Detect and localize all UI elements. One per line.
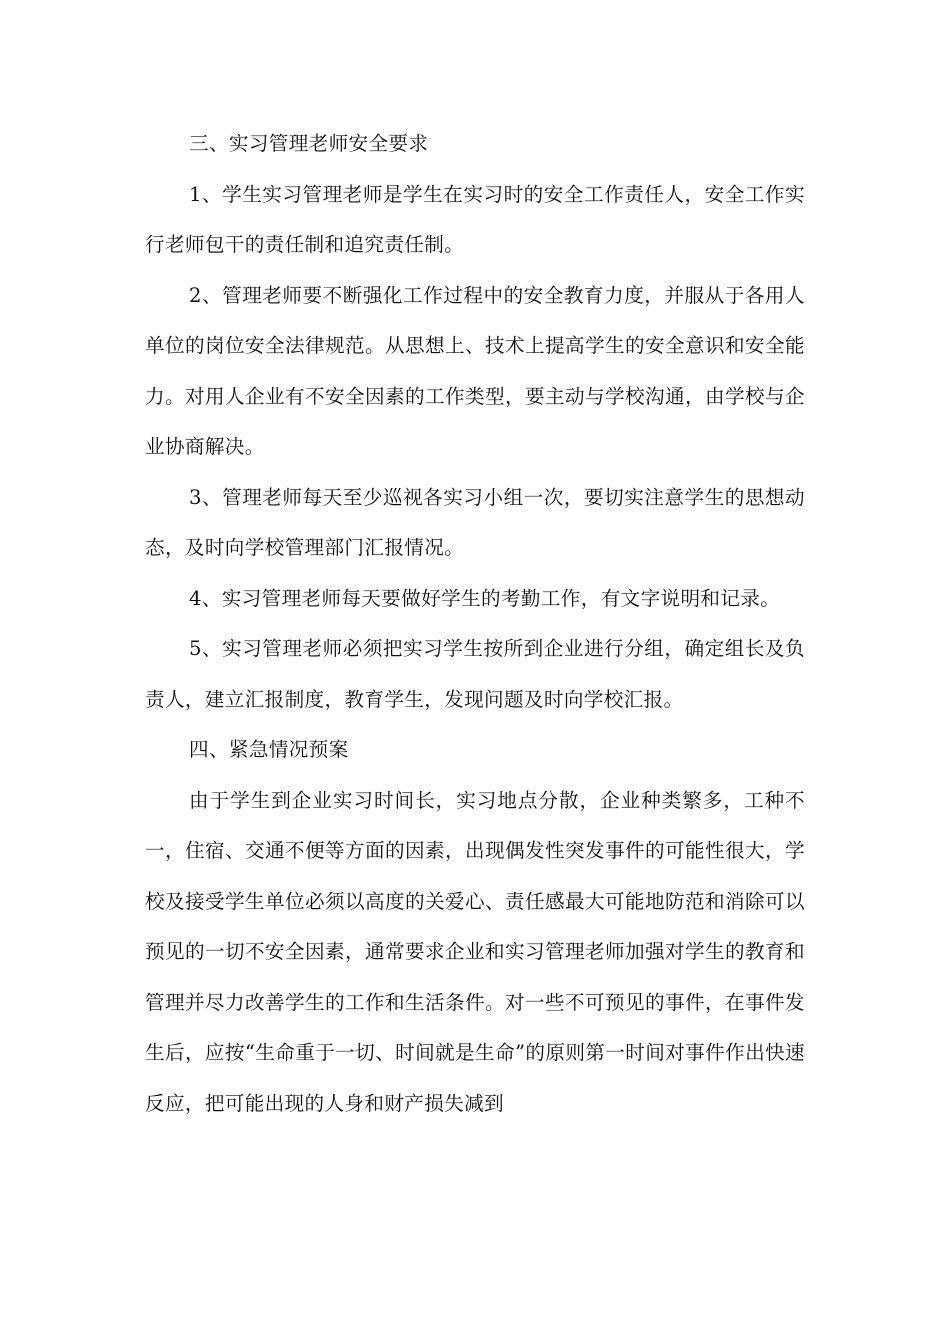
paragraph-item-5: 5、实习管理老师必须把实习学生按所到企业进行分组，确定组长及负责人，建立汇报制度，教育学生，发现问题及时向学校汇报。: [145, 637, 805, 711]
paragraph-emergency-body: 由于学生到企业实习时间长，实习地点分散，企业种类繁多，工种不一，住宿、交通不便等方面的因素，出现偶发性突发事件的可能性很大，学校及接受学生单位必须以高度的关爱心、责任感最大可能地防范和消除可以预见的一切不安全因素，通常要求企业和实习管理老师加强对学生的教育和管理并尽力改善学生的工作和生活条件。对一些不可预见的事件，在事件发生后，应按“生命重于一切、时间就是生命”的原则第一时间对事件作出快速反应，把可能出现的人身和财产损失减到: [145, 788, 805, 1115]
section-heading-emergency-plan: 四、紧急情况预案: [189, 738, 349, 761]
section-heading-teacher-safety: 三、实习管理老师安全要求: [189, 132, 429, 155]
paragraph-item-1: 1、学生实习管理老师是学生在实习时的安全工作责任人，安全工作实行老师包干的责任制和追究责任制。: [145, 182, 805, 256]
document-body: [145, 119, 805, 1129]
paragraph-item-2: 2、管理老师要不断强化工作过程中的安全教育力度，并服从于各用人单位的岗位安全法律规范。从思想上、技术上提高学生的安全意识和安全能力。对用人企业有不安全因素的工作类型，要主动与学校沟通，由学校与企业协商解决。: [145, 283, 805, 458]
paragraph-item-4: 4、实习管理老师每天要做好学生的考勤工作，有文字说明和记录。: [189, 586, 781, 610]
paragraph-item-3: 3、管理老师每天至少巡视各实习小组一次，要切实注意学生的思想动态，及时向学校管理部门汇报情况。: [145, 485, 805, 559]
